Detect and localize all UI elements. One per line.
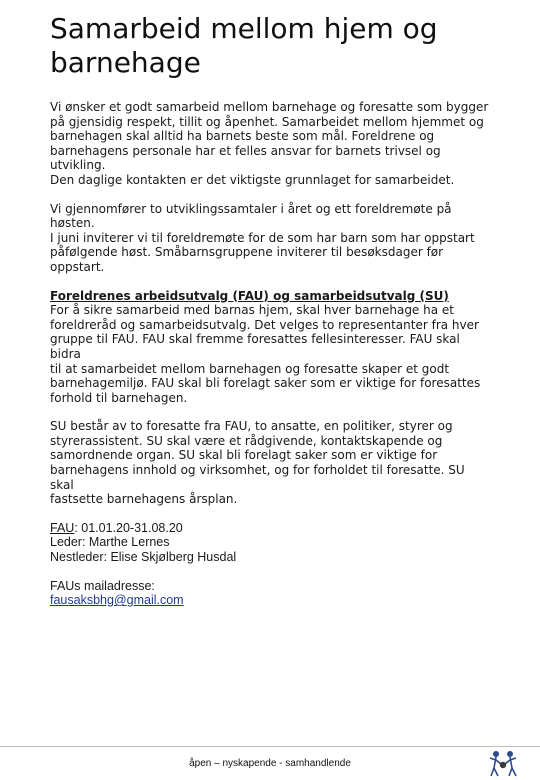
fau-heading: Foreldrenes arbeidsutvalg (FAU) og samarbeidsutvalg (SU) <box>50 288 449 303</box>
intro-paragraph <box>50 100 490 188</box>
fau-section <box>50 289 490 406</box>
mail-label: FAUs mailadresse: <box>50 578 155 593</box>
text-line: foreldreråd og samarbeidsutvalg. Det velges to representanter fra hver <box>50 317 479 332</box>
text-line: barnehagens innhold og virksomhet, og for forholdet til foresatte. SU skal <box>50 463 465 492</box>
document-page <box>50 12 490 608</box>
mail-section <box>50 579 490 608</box>
text-line: samordnende organ. SU skal bli forelagt saker som er viktige for <box>50 448 438 463</box>
text-line: gruppe til FAU. FAU skal fremme foresattes fellesinteresser. FAU skal bidra <box>50 332 460 361</box>
municipality-logo-icon <box>486 748 520 780</box>
text-line: Vi gjennomfører to utviklingssamtaler i året og ett foreldremøte på høsten. <box>50 201 452 231</box>
mail-address-link[interactable]: fausaksbhg@gmail.com <box>50 593 184 608</box>
text-line: barnehagemiljø. FAU skal bli forelagt saker som er viktige for foresattes <box>50 376 481 391</box>
fau-leader: Leder: Marthe Lernes <box>50 535 170 550</box>
page-title <box>50 12 490 80</box>
title-line-2: barnehage <box>50 46 201 79</box>
text-line: Den daglige kontakten er det viktigste grunnlaget for samarbeidet. <box>50 172 455 187</box>
text-line: Vi ønsker et godt samarbeid mellom barnehage og foresatte som bygger <box>50 100 489 114</box>
text-line: påfølgende høst. Småbarnsgruppene inviterer til besøksdager før oppstart. <box>50 245 444 274</box>
text-line: styrerassistent. SU skal være et rådgivende, kontaktskapende og <box>50 433 443 448</box>
fau-deputy: Nestleder: Elise Skjølberg Husdal <box>50 550 237 565</box>
text-line: forhold til barnehagen. <box>50 390 188 405</box>
text-line: på gjensidig respekt, tillit og åpenhet. Samarbeidet mellom hjemmet og <box>50 114 484 129</box>
text-line: barnehagen skal alltid ha barnets beste som mål. Foreldrene og <box>50 129 435 144</box>
su-paragraph <box>50 419 490 507</box>
text-line: barnehagens personale har et felles ansvar for barnets trivsel og utvikling. <box>50 143 441 173</box>
fau-period: : 01.01.20-31.08.20 <box>74 520 183 535</box>
text-line: til at samarbeidet mellom barnehagen og foresatte skaper et godt <box>50 361 450 376</box>
footer-divider <box>0 746 540 747</box>
text-line: For å sikre samarbeid med barnas hjem, skal hver barnehage ha et <box>50 303 454 318</box>
text-line: I juni inviterer vi til foreldremøte for de som har barn som har oppstart <box>50 230 475 245</box>
text-line: SU består av to foresatte fra FAU, to ansatte, en politiker, styrer og <box>50 419 453 434</box>
fau-label: FAU <box>50 520 75 535</box>
fau-info <box>50 521 490 565</box>
title-line-1: Samarbeid mellom hjem og <box>50 12 438 45</box>
meetings-paragraph <box>50 202 490 275</box>
text-line: fastsette barnehagens årsplan. <box>50 492 238 507</box>
footer-slogan: åpen – nyskapende - samhandlende <box>189 758 351 769</box>
